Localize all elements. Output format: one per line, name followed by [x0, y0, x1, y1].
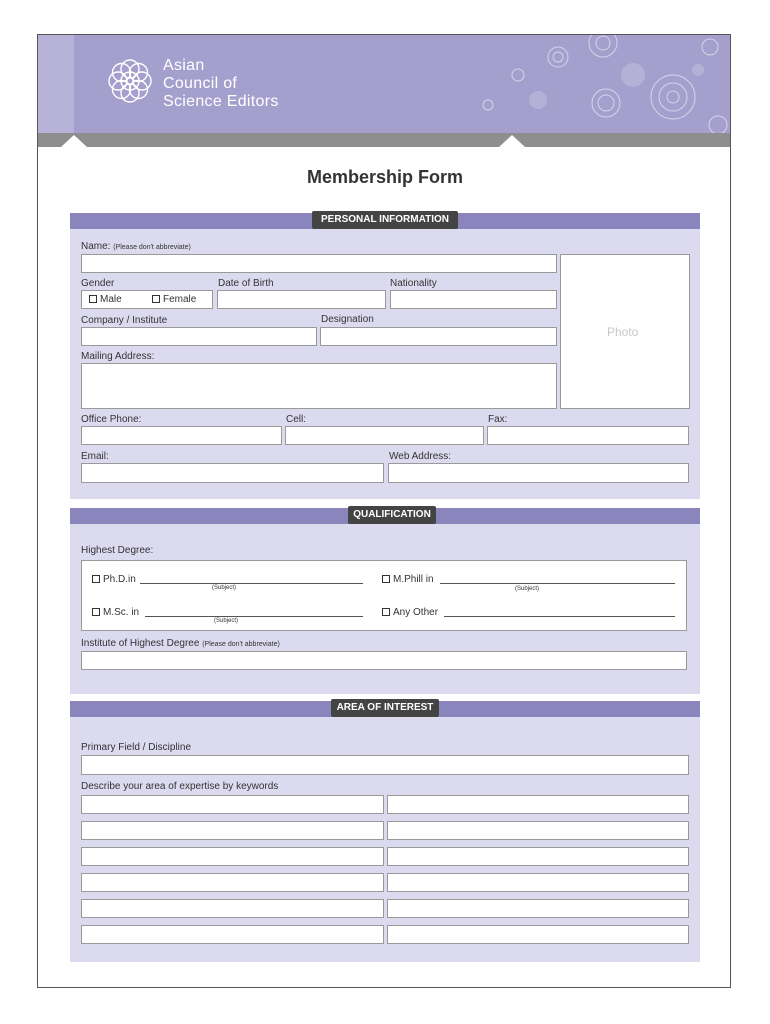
keyword-input-1[interactable] — [81, 795, 384, 814]
institute-input[interactable] — [81, 651, 687, 670]
company-label: Company / Institute — [81, 315, 168, 326]
any-other-line[interactable] — [444, 616, 675, 617]
email-input[interactable] — [81, 463, 384, 483]
keyword-input-12[interactable] — [387, 925, 689, 944]
name-input[interactable] — [81, 254, 557, 273]
personal-info-heading: PERSONAL INFORMATION — [312, 211, 458, 229]
fax-label: Fax: — [488, 414, 508, 425]
org-name-line-2: Council of — [163, 75, 238, 92]
keyword-input-2[interactable] — [387, 795, 689, 814]
msc-label: M.Sc. in — [103, 607, 140, 618]
male-label: Male — [100, 294, 122, 305]
header-notch-right — [499, 135, 525, 147]
organization-name — [163, 57, 279, 111]
female-checkbox[interactable] — [152, 295, 160, 303]
gender-male-option[interactable] — [89, 294, 122, 305]
msc-subject-line[interactable] — [145, 616, 363, 617]
page-title: Membership Form — [306, 167, 464, 187]
institute-label — [81, 638, 280, 649]
gender-female-option[interactable] — [152, 294, 196, 305]
company-input[interactable] — [81, 327, 317, 346]
nationality-label: Nationality — [390, 278, 437, 289]
acse-logo-icon — [104, 55, 156, 107]
cell-input[interactable] — [285, 426, 484, 445]
any-other-option[interactable] — [382, 607, 438, 618]
mphil-label: M.Phill in — [393, 574, 434, 585]
cell-label: Cell: — [286, 414, 307, 425]
photo-placeholder: Photo — [607, 325, 639, 339]
mailing-address-label: Mailing Address: — [81, 351, 155, 362]
institute-label-text: Institute of Highest Degree — [81, 638, 200, 649]
msc-subject-note: (Subject) — [214, 618, 239, 624]
keyword-input-4[interactable] — [387, 821, 689, 840]
header-notch-left — [61, 135, 87, 147]
dob-label: Date of Birth — [218, 278, 274, 289]
any-other-label: Any Other — [393, 607, 439, 618]
keyword-input-8[interactable] — [387, 873, 689, 892]
female-label: Female — [163, 294, 197, 305]
male-checkbox[interactable] — [89, 295, 97, 303]
any-other-checkbox[interactable] — [382, 608, 390, 616]
org-name-line-3: Science Editors — [163, 93, 279, 110]
phd-label: Ph.D.in — [103, 574, 136, 585]
msc-option[interactable] — [92, 607, 139, 618]
mphil-option[interactable] — [382, 574, 434, 585]
office-phone-label: Office Phone: — [81, 414, 142, 425]
mphil-checkbox[interactable] — [382, 575, 390, 583]
institute-note: (Please don't abbreviate) — [202, 641, 280, 648]
nationality-input[interactable] — [390, 290, 557, 309]
mphil-subject-note: (Subject) — [515, 586, 540, 592]
name-label — [81, 241, 191, 252]
mailing-address-input[interactable] — [81, 363, 557, 409]
msc-checkbox[interactable] — [92, 608, 100, 616]
email-label: Email: — [81, 451, 109, 462]
phd-subject-note: (Subject) — [212, 585, 237, 591]
keywords-label: Describe your area of expertise by keywords — [81, 781, 279, 792]
keyword-input-9[interactable] — [81, 899, 384, 918]
highest-degree-label: Highest Degree: — [81, 545, 154, 556]
keyword-input-6[interactable] — [387, 847, 689, 866]
flower-pattern-decoration — [458, 35, 730, 135]
keyword-input-10[interactable] — [387, 899, 689, 918]
phd-option[interactable] — [92, 574, 136, 585]
web-address-label: Web Address: — [389, 451, 452, 462]
keyword-input-5[interactable] — [81, 847, 384, 866]
keyword-input-7[interactable] — [81, 873, 384, 892]
fax-input[interactable] — [487, 426, 689, 445]
keyword-input-3[interactable] — [81, 821, 384, 840]
dob-input[interactable] — [217, 290, 386, 309]
office-phone-input[interactable] — [81, 426, 282, 445]
header-banner — [38, 35, 730, 147]
name-note: (Please don't abbreviate) — [113, 244, 191, 251]
designation-label: Designation — [321, 314, 374, 325]
name-label-text: Name: — [81, 241, 111, 252]
header-strip — [38, 133, 730, 147]
interest-heading: AREA OF INTEREST — [331, 699, 439, 717]
primary-field-label: Primary Field / Discipline — [81, 742, 192, 753]
keyword-input-11[interactable] — [81, 925, 384, 944]
designation-input[interactable] — [320, 327, 557, 346]
org-name-line-1: Asian — [163, 57, 205, 74]
gender-label: Gender — [81, 278, 115, 289]
degree-options-box — [81, 560, 687, 631]
header-left-band — [38, 35, 74, 147]
web-address-input[interactable] — [388, 463, 689, 483]
phd-checkbox[interactable] — [92, 575, 100, 583]
phd-subject-line[interactable] — [140, 583, 363, 584]
qualification-heading: QUALIFICATION — [348, 506, 436, 524]
mphil-subject-line[interactable] — [440, 583, 675, 584]
primary-field-input[interactable] — [81, 755, 689, 775]
